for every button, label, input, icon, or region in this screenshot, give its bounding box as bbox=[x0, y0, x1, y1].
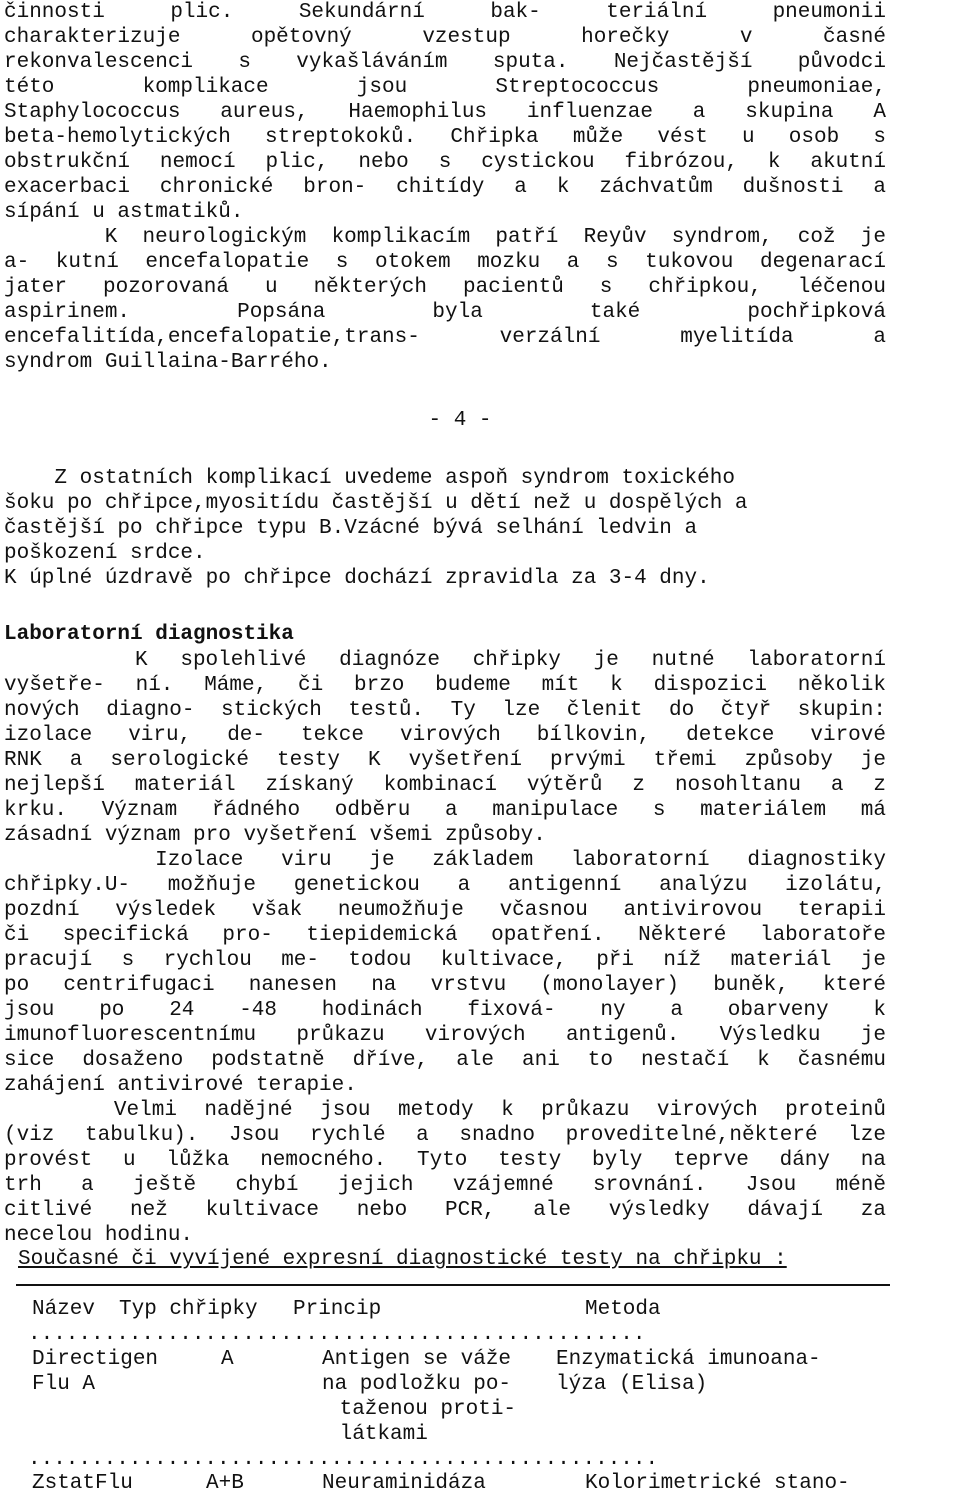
text-line: provést u lůžka nemocného. Tyto testy byly teprve dány na bbox=[4, 1149, 886, 1172]
text-line: K úplné úzdravě po chřipce dochází zpravidla za 3-4 dny. bbox=[4, 567, 710, 590]
text-line: aspirinem. Popsána byla také pochřipková bbox=[4, 301, 886, 324]
table-header-type: Typ chřipky bbox=[119, 1298, 258, 1321]
text-line: (viz tabulku). Jsou rychlé a snadno proveditelné,některé lze bbox=[4, 1124, 886, 1147]
text-line: sípání u astmatiků. bbox=[4, 201, 244, 224]
text-line: častější po chřipce typu B.Vzácné bývá selhání ledvin a bbox=[4, 517, 698, 540]
table-cell-name: Directigen bbox=[32, 1348, 159, 1371]
text-line: encefalitída,encefalopatie,trans- verzální myelitída a bbox=[4, 326, 886, 349]
text-line: jater pozorovaná u některých pacientů s chřipkou, léčenou bbox=[4, 276, 886, 299]
table-cell-type: A+B bbox=[206, 1472, 244, 1495]
text-line: Velmi nadějné jsou metody k průkazu virových proteinů bbox=[4, 1099, 886, 1122]
table-cell-name: Flu A bbox=[32, 1373, 96, 1396]
text-line: rekonvalescenci s vykašláváním sputa. Nejčastější původci bbox=[4, 51, 886, 74]
text-line: citlivé než kultivace nebo PCR, ale výsledky dávají za bbox=[4, 1199, 886, 1222]
text-line: necelou hodinu. bbox=[4, 1224, 194, 1247]
text-line: trh a ještě chybí jejich vzájemné srovnání. Jsou méně bbox=[4, 1174, 886, 1197]
text-line: syndrom Guillaina-Barrého. bbox=[4, 351, 332, 374]
text-line: obstrukční nemocí plic, nebo s cystickou fibrózou, k akutní bbox=[4, 151, 886, 174]
text-line: nových diagno- stických testů. Ty lze členit do čtyř skupin: bbox=[4, 699, 886, 722]
table-cell-principle: Antigen se váže bbox=[322, 1348, 512, 1371]
text-line: či specifická pro- tiepidemická opatření. Některé laboratoře bbox=[4, 924, 886, 947]
table-caption: Současné či vyvíjené expresní diagnostické testy na chřipku : bbox=[18, 1248, 787, 1271]
table-cell-principle: Neuraminidáza bbox=[322, 1472, 486, 1495]
text-line: poškození srdce. bbox=[4, 542, 206, 565]
page-number: - 4 - bbox=[428, 409, 492, 432]
text-line: činnosti plic. Sekundární bak- teriální pneumonii bbox=[4, 1, 886, 24]
text-line: charakterizuje opětovný vzestup horečky v časné bbox=[4, 26, 886, 49]
text-line: izolace viru, de- tekce virových bílkovin, detekce virové bbox=[4, 724, 886, 747]
text-line: RNK a serologické testy K vyšetření prvými třemi způsoby je bbox=[4, 749, 886, 772]
text-line: zahájení antivirové terapie. bbox=[4, 1074, 357, 1097]
table-cell-method: Enzymatická imunoana- bbox=[556, 1348, 821, 1371]
text-line: K neurologickým komplikacím patří Reyův syndrom, což je bbox=[4, 226, 886, 249]
text-line: beta-hemolytických streptokoků. Chřipka může vést u osob s bbox=[4, 126, 886, 149]
text-line: jsou po 24 -48 hodinách fixová- ny a obarveny k bbox=[4, 999, 886, 1022]
text-line: Staphylococcus aureus, Haemophilus influenzae a skupina A bbox=[4, 101, 886, 124]
text-line: sice dosaženo podstatně dříve, ale ani to nestačí k časnému bbox=[4, 1049, 886, 1072]
table-cell-type: A bbox=[221, 1348, 234, 1371]
text-line: krku. Význam řádného odběru a manipulace s materiálem má bbox=[4, 799, 886, 822]
text-line: vyšetře- ní. Máme, či brzo budeme mít k dispozici několik bbox=[4, 674, 886, 697]
text-line: Izolace viru je základem laboratorní diagnostiky bbox=[4, 849, 886, 872]
text-line: zásadní význam pro vyšetření všemi způsoby. bbox=[4, 824, 546, 847]
text-line: nejlepší materiál získaný kombinací výtěrů z nosohltanu a z bbox=[4, 774, 886, 797]
table-top-rule bbox=[16, 1284, 890, 1286]
table-cell-method: lýza (Elisa) bbox=[556, 1373, 708, 1396]
text-line: po centrifugaci nanesen na vrstvu (monolayer) buněk, které bbox=[4, 974, 886, 997]
text-line: imunofluorescentnímu průkazu virových antigenů. Výsledku je bbox=[4, 1024, 886, 1047]
text-line: pracují s rychlou me- todou kultivace, při níž materiál je bbox=[4, 949, 886, 972]
table-cell-principle: látkami bbox=[327, 1423, 428, 1446]
table-header-principle: Princip bbox=[293, 1298, 382, 1321]
text-line: pozdní výsledek však neumožňuje včasnou antivirovou terapii bbox=[4, 899, 886, 922]
table-cell-method: Kolorimetrické stano- bbox=[585, 1472, 850, 1495]
section-heading: Laboratorní diagnostika bbox=[4, 623, 294, 646]
text-line: a- kutní encefalopatie s otokem mozku a s tukovou degenarací bbox=[4, 251, 886, 274]
text-line: Z ostatních komplikací uvedeme aspoň syndrom toxického bbox=[4, 467, 735, 490]
text-line: exacerbaci chronické bron- chitídy a k záchvatům dušnosti a bbox=[4, 176, 886, 199]
table-cell-principle: taženou proti- bbox=[327, 1398, 517, 1421]
table-dotted-separator: .................................................. bbox=[28, 1448, 659, 1471]
text-line: chřipky.U- možňuje genetickou a antigenní analýzu izolátu, bbox=[4, 874, 886, 897]
text-line: K spolehlivé diagnóze chřipky je nutné laboratorní bbox=[4, 649, 886, 672]
text-line: této komplikace jsou Streptococcus pneumoniae, bbox=[4, 76, 886, 99]
table-header-name: Název bbox=[32, 1298, 96, 1321]
table-dotted-separator: ................................................. bbox=[28, 1323, 646, 1346]
table-cell-name: ZstatFlu bbox=[32, 1472, 133, 1495]
table-cell-principle: na podložku po- bbox=[322, 1373, 512, 1396]
text-line: šoku po chřipce,myositídu častější u dětí než u dospělých a bbox=[4, 492, 748, 515]
table-header-method: Metoda bbox=[585, 1298, 661, 1321]
